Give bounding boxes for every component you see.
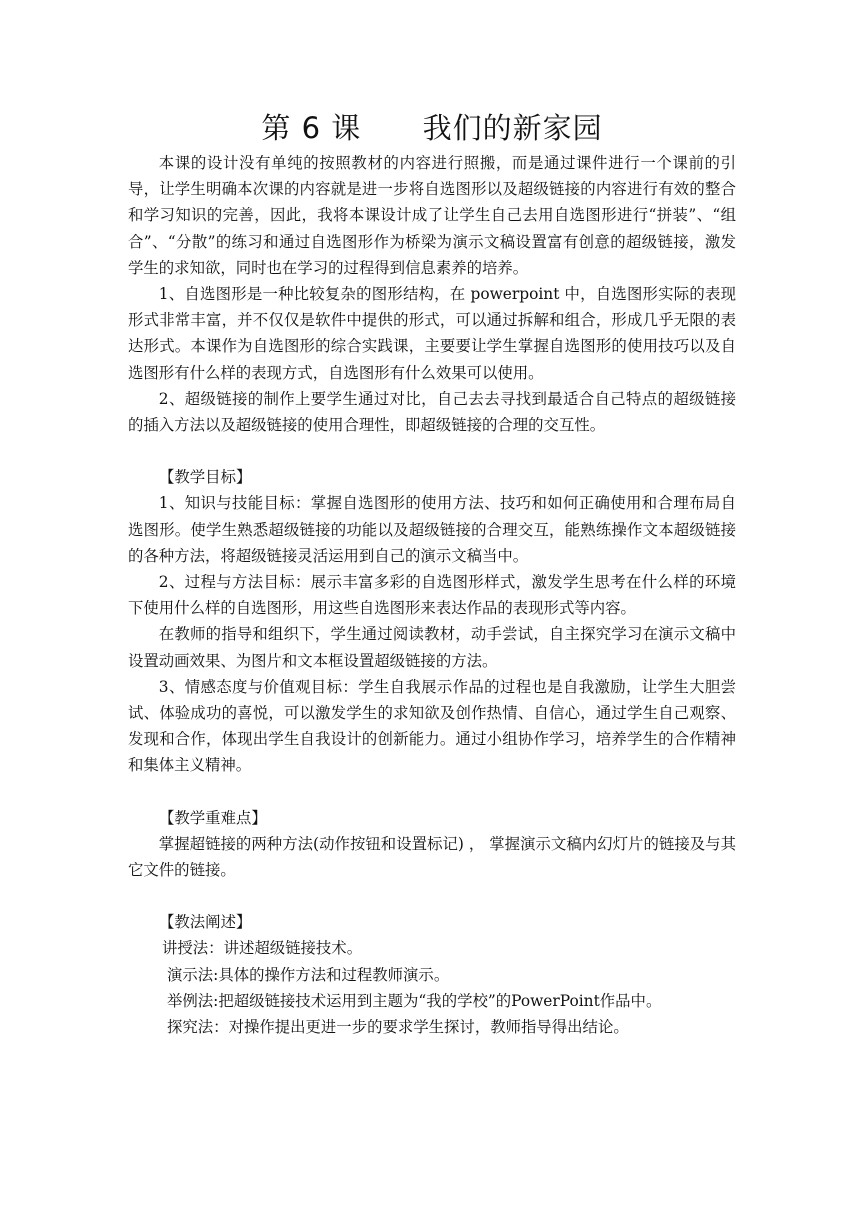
intro-paragraph-1: 本课的设计没有单纯的按照教材的内容进行照搬，而是通过课件进行一个课前的引导，让学生明确本次课的内容就是进一步将自选图形以及超级链接的内容进行有效的整合和学习知识的完善，因此，我将本课设计成了让学生自己去用自选图形进行“拼装”、“组合”、“分散”的练习和通过自选图形作为桥梁为演示文稿设置富有创意的超级链接，激发学生的求知欲，同时也在学习的过程得到信息素养的培养。 (128, 154, 736, 277)
intro-paragraph-2: 1、自选图形是一种比较复杂的图形结构，在 powerpoint 中，自选图形实际的表现形式非常丰富，并不仅仅是软件中提供的形式，可以通过拆解和组合，形成几乎无限的表达形式。本课作为自选图形的综合实践课，主要要让学生掌握自选图形的使用技巧以及自选图形有什么样的表现方式，自选图形有什么效果可以使用。 (128, 285, 736, 382)
document-page (128, 108, 736, 1040)
method-item-lecture: 讲授法：讲述超级链接技术。 (162, 939, 363, 958)
intro-paragraph-3: 2、超级链接的制作上要学生通过对比，自己去去寻找到最适合自己特点的超级链接的插入方法以及超级链接的使用合理性，即超级链接的合理的交互性。 (128, 389, 736, 435)
section-gap (128, 779, 736, 805)
method-item-example: 举例法:把超级链接技术运用到主题为“我的学校”的PowerPoint作品中。 (167, 991, 662, 1010)
objective-paragraph-2: 2、过程与方法目标：展示丰富多彩的自选图形样式，激发学生思考在什么样的环境下使用什么样的自选图形，用这些自选图形来表达作品的表现形式等内容。 (128, 573, 736, 618)
method-item-inquiry: 探究法：对操作提出更进一步的要求学生探讨，教师指导得出结论。 (167, 1018, 629, 1037)
key-points-heading: 【教学重难点】 (159, 808, 267, 827)
document-title: 第 6 课 我们的新家园 (261, 111, 603, 145)
objectives-heading: 【教学目标】 (159, 468, 252, 487)
methods-heading: 【教法阐述】 (159, 913, 252, 932)
objective-paragraph-4: 3、情感态度与价值观目标：学生自我展示作品的过程也是自我激励，让学生大胆尝试、体验成功的喜悦，可以激发学生的求知欲及创作热情、自信心，通过学生自己观察、发现和合作，体现出学生自我设计的创新能力。通过小组协作学习，培养学生的合作精神和集体主义精神。 (128, 677, 736, 775)
section-gap (128, 438, 736, 464)
method-item-demo: 演示法:具体的操作方法和过程教师演示。 (167, 965, 450, 984)
objective-paragraph-3: 在教师的指导和组织下，学生通过阅读教材，动手尝试，自主探究学习在演示文稿中设置动画效果、为图片和文本框设置超级链接的方法。 (128, 625, 736, 670)
key-points-paragraph: 掌握超链接的两种方法(动作按钮和设置标记) ， 掌握演示文稿内幻灯片的链接及与其它文件的链接。 (128, 834, 736, 880)
objective-paragraph-1: 1、知识与技能目标：掌握自选图形的使用方法、技巧和如何正确使用和合理布局自选图形。使学生熟悉超级链接的功能以及超级链接的合理交互，能熟练操作文本超级链接的各种方法，将超级链接灵活运用到自己的演示文稿当中。 (128, 494, 736, 565)
section-gap (128, 883, 736, 909)
